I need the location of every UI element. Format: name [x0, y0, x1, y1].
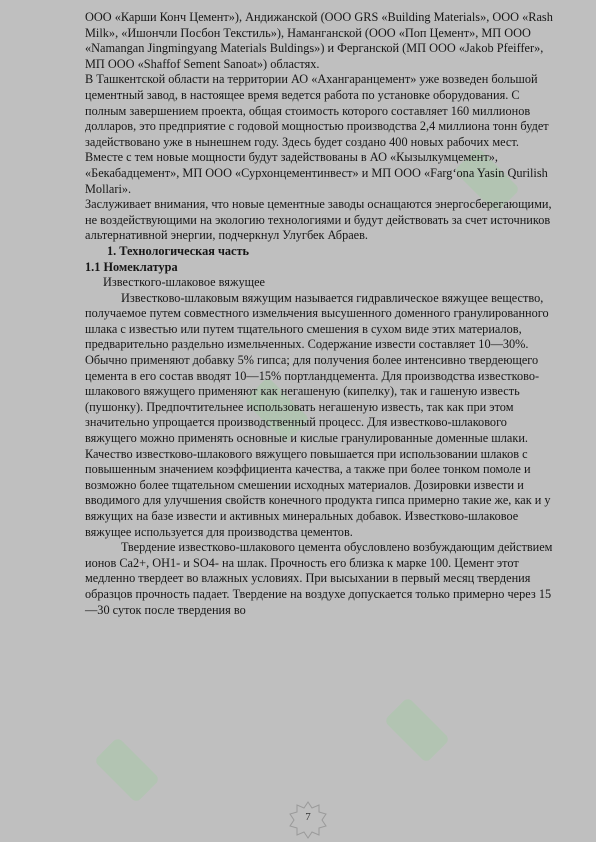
page-number: [288, 800, 328, 840]
watermark-mark: [384, 697, 450, 763]
paragraph: Известково-шлаковым вяжущим называется гидравлическое вяжущее вещество, получаемое путем совместного измельчения высушенного доменного гранулированного шлака с известью или путем тщательного смешения в сухом виде этих материалов, предварительно раздельно измельченных. Содержание извести составляет 10—30%. Обычно применяют добавку 5% гипса; для получения более интенсивно твердеющего цемента в его состав вводят 10—15% портландцемента. Для производства известково-шлакового вяжущего применяют как негашеную (кипелку), так и гашеную известь (пушонку). Предпочтительнее использовать негашеную известь, так как при этом значительно упрощается производственный процесс. Для известково-шлакового вяжущего можно применять основные и кислые гранулированные доменные шлаки. Качество известково-шлакового вяжущего повышается при использовании шлаков с повышенным значением коэффициента качества, а также при более тонком помоле и возможно более тщательном смешении исходных материалов. Дозировки извести и вводимого для улучшения свойств конечного продукта гипса примерно такие же, как и у вяжущих на базе извести и активных минеральных добавок. Известково-шлаковое вяжущее используется для производства цементов.: [85, 290, 551, 539]
document-body: [85, 10, 555, 618]
subsection-heading: 1.1 Номеклатура: [85, 259, 178, 274]
paragraph: ООО «Карши Конч Цемент»), Андижанской (ООО GRS «Building Materials», ООО «Rash Milk», «Ишончли Посбон Текстиль»), Наманганской (ООО «Поп Цемент», МП ООО «Namangan Jingmingyang Materials Buldings») и Ферганской (МП ООО «Jakob Pfeiffer», МП ООО «Shaffof Sement Sanoat») областях.: [85, 10, 553, 71]
section-heading: 1. Технологическая часть: [107, 243, 250, 258]
watermark-mark: [94, 737, 160, 803]
page-number-text: 7: [305, 811, 311, 823]
subtitle: Известкого-шлаковое вяжущее: [103, 275, 265, 290]
paragraph: Вместе с тем новые мощности будут задействованы в АО «Кызылкумцемент», «Бекабадцемент», МП ООО «Сурхонцементинвест» и МП ООО «Farg‘ona Yasin Qurilish Mollari».: [85, 150, 548, 196]
paragraph: Заслуживает внимания, что новые цементные заводы оснащаются энергосберегающими, не воздействующими на экологию технологиями и будут действовать за счет источников альтернативной энергии, подчеркнул Улугбек Абраев.: [85, 197, 552, 243]
paragraph: В Ташкентской области на территории АО «Ахангаранцемент» уже возведен большой цементный завод, в настоящее время ведется работа по установке оборудования. С полным завершением проекта, общая стоимость которого составляет 160 миллионов долларов, это предприятие с годовой мощностью производства 2,4 миллиона тонн будет задействовано уже в нынешнем году. Здесь будет создано 400 новых рабочих мест.: [85, 72, 549, 149]
paragraph: Твердение известково-шлакового цемента обусловлено возбуждающим действием ионов Ca2+, OH1- и SO4- на шлак. Прочность его близка к марке 100. Цемент этот медленно твердеет во влажных условиях. При высыхании в первый месяц твердения образцов прочность падает. Твердение на воздухе допускается только примерно через 15—30 суток после твердения во: [85, 540, 553, 617]
